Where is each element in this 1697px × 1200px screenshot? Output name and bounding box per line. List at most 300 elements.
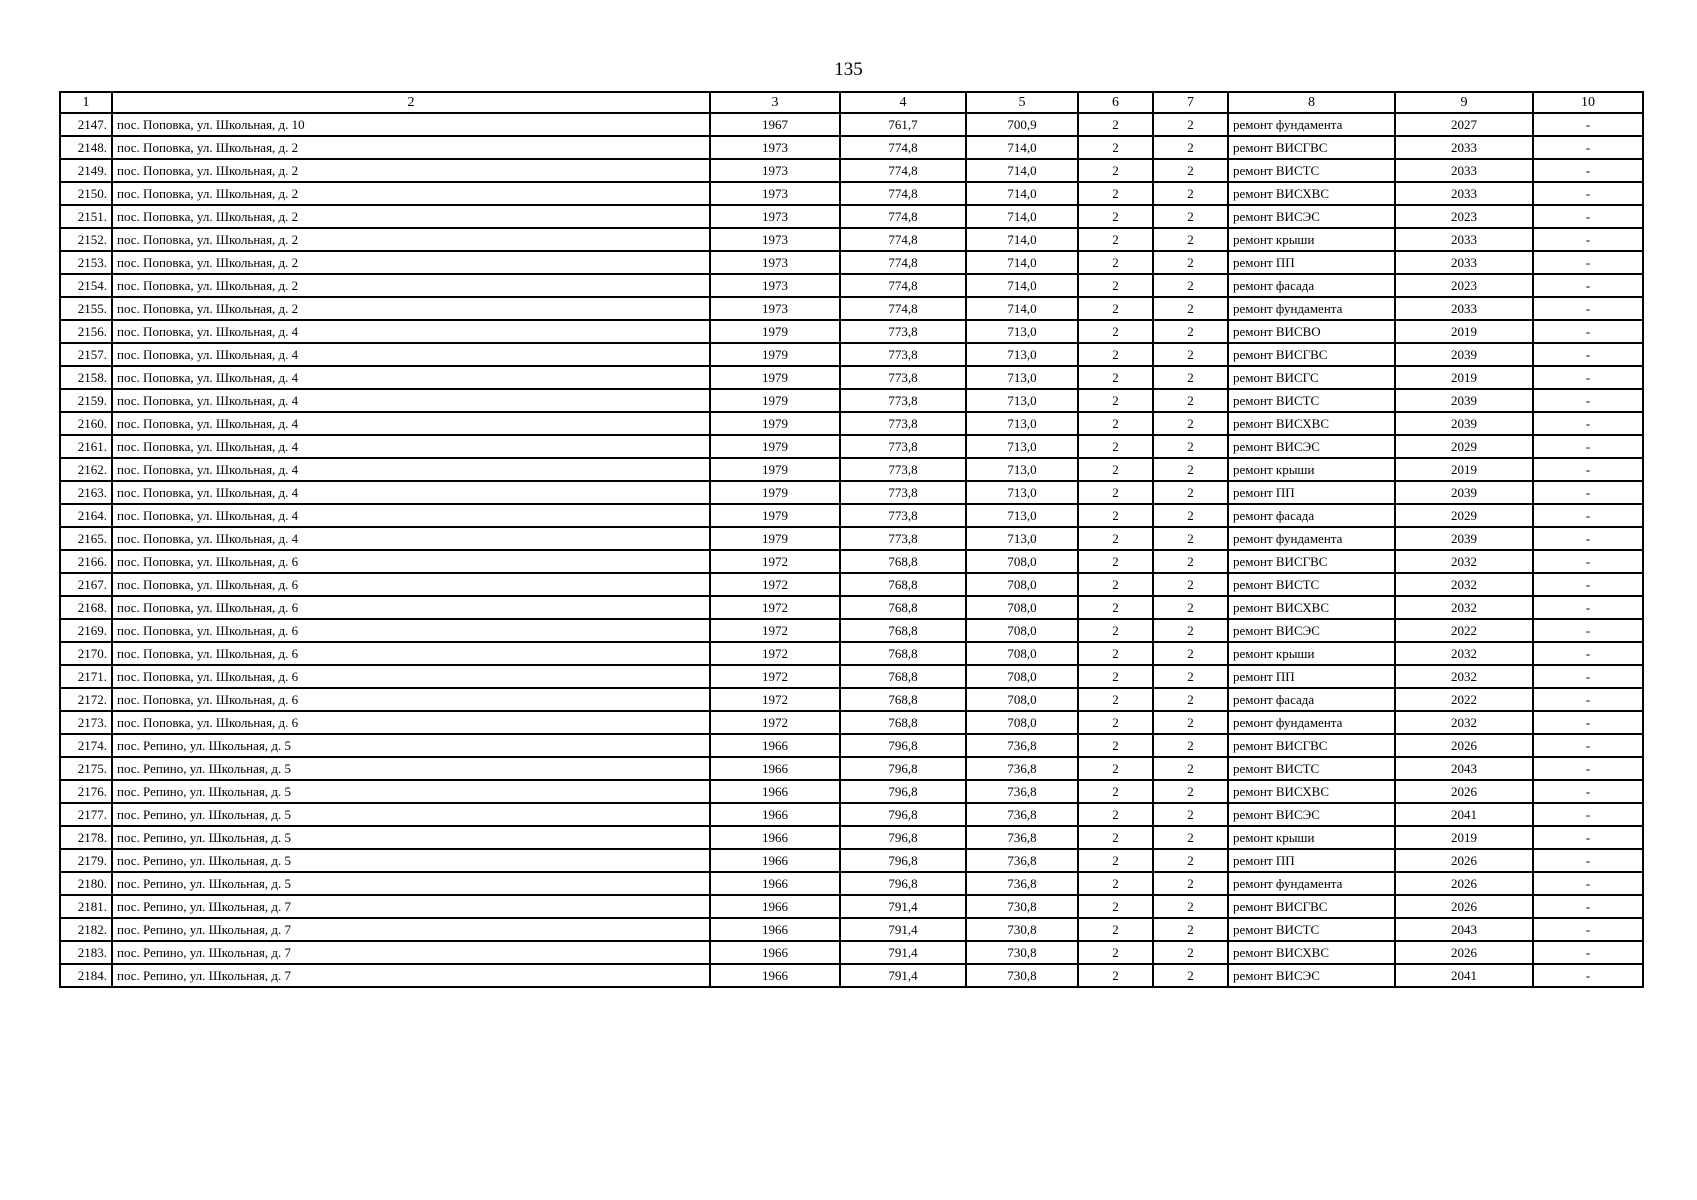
total-area-cell: 768,8 bbox=[840, 665, 966, 688]
note-cell: - bbox=[1533, 780, 1643, 803]
address-cell: пос. Поповка, ул. Школьная, д. 2 bbox=[112, 274, 710, 297]
planned-year-cell: 2039 bbox=[1395, 412, 1533, 435]
entrances-cell: 2 bbox=[1153, 527, 1228, 550]
table-row bbox=[60, 665, 1643, 688]
living-area-cell: 714,0 bbox=[966, 205, 1078, 228]
entrances-cell: 2 bbox=[1153, 619, 1228, 642]
work-type-cell: ремонт ВИСГС bbox=[1228, 366, 1395, 389]
entrances-cell: 2 bbox=[1153, 734, 1228, 757]
planned-year-cell: 2026 bbox=[1395, 895, 1533, 918]
work-type-cell: ремонт ВИСГВС bbox=[1228, 136, 1395, 159]
table-row bbox=[60, 642, 1643, 665]
address-cell: пос. Поповка, ул. Школьная, д. 6 bbox=[112, 688, 710, 711]
entrances-cell: 2 bbox=[1153, 297, 1228, 320]
table-row bbox=[60, 136, 1643, 159]
work-type-cell: ремонт ВИСВО bbox=[1228, 320, 1395, 343]
table-row bbox=[60, 297, 1643, 320]
planned-year-cell: 2019 bbox=[1395, 320, 1533, 343]
page-number: 135 bbox=[834, 59, 863, 80]
row-number-cell: 2156. bbox=[60, 320, 112, 343]
note-cell: - bbox=[1533, 389, 1643, 412]
address-cell: пос. Поповка, ул. Школьная, д. 2 bbox=[112, 136, 710, 159]
note-cell: - bbox=[1533, 573, 1643, 596]
entrances-cell: 2 bbox=[1153, 941, 1228, 964]
table-row bbox=[60, 872, 1643, 895]
work-type-cell: ремонт фундамента bbox=[1228, 711, 1395, 734]
build-year-cell: 1966 bbox=[710, 895, 840, 918]
work-type-cell: ремонт ПП bbox=[1228, 665, 1395, 688]
row-number-cell: 2159. bbox=[60, 389, 112, 412]
living-area-cell: 714,0 bbox=[966, 297, 1078, 320]
planned-year-cell: 2019 bbox=[1395, 458, 1533, 481]
living-area-cell: 736,8 bbox=[966, 872, 1078, 895]
living-area-cell: 736,8 bbox=[966, 757, 1078, 780]
note-cell: - bbox=[1533, 826, 1643, 849]
row-number-cell: 2167. bbox=[60, 573, 112, 596]
note-cell: - bbox=[1533, 458, 1643, 481]
table-row bbox=[60, 458, 1643, 481]
living-area-cell: 736,8 bbox=[966, 780, 1078, 803]
header-row bbox=[60, 92, 1643, 113]
note-cell: - bbox=[1533, 159, 1643, 182]
planned-year-cell: 2032 bbox=[1395, 711, 1533, 734]
total-area-cell: 774,8 bbox=[840, 205, 966, 228]
total-area-cell: 773,8 bbox=[840, 412, 966, 435]
row-number-cell: 2157. bbox=[60, 343, 112, 366]
row-number-cell: 2165. bbox=[60, 527, 112, 550]
build-year-cell: 1979 bbox=[710, 343, 840, 366]
floors-cell: 2 bbox=[1078, 665, 1153, 688]
entrances-cell: 2 bbox=[1153, 274, 1228, 297]
row-number-cell: 2158. bbox=[60, 366, 112, 389]
address-cell: пос. Поповка, ул. Школьная, д. 6 bbox=[112, 619, 710, 642]
build-year-cell: 1973 bbox=[710, 251, 840, 274]
build-year-cell: 1966 bbox=[710, 780, 840, 803]
floors-cell: 2 bbox=[1078, 573, 1153, 596]
entrances-cell: 2 bbox=[1153, 159, 1228, 182]
planned-year-cell: 2043 bbox=[1395, 918, 1533, 941]
planned-year-cell: 2029 bbox=[1395, 504, 1533, 527]
row-number-cell: 2171. bbox=[60, 665, 112, 688]
total-area-cell: 768,8 bbox=[840, 642, 966, 665]
living-area-cell: 730,8 bbox=[966, 941, 1078, 964]
table-row bbox=[60, 228, 1643, 251]
table-row bbox=[60, 573, 1643, 596]
table-row bbox=[60, 550, 1643, 573]
address-cell: пос. Поповка, ул. Школьная, д. 4 bbox=[112, 343, 710, 366]
living-area-cell: 708,0 bbox=[966, 711, 1078, 734]
work-type-cell: ремонт ВИСГВС bbox=[1228, 550, 1395, 573]
address-cell: пос. Поповка, ул. Школьная, д. 6 bbox=[112, 711, 710, 734]
table-row bbox=[60, 412, 1643, 435]
floors-cell: 2 bbox=[1078, 136, 1153, 159]
planned-year-cell: 2023 bbox=[1395, 274, 1533, 297]
table-body bbox=[60, 113, 1643, 987]
note-cell: - bbox=[1533, 182, 1643, 205]
work-type-cell: ремонт ВИСТС bbox=[1228, 757, 1395, 780]
floors-cell: 2 bbox=[1078, 550, 1153, 573]
entrances-cell: 2 bbox=[1153, 711, 1228, 734]
floors-cell: 2 bbox=[1078, 941, 1153, 964]
row-number-cell: 2180. bbox=[60, 872, 112, 895]
living-area-cell: 700,9 bbox=[966, 113, 1078, 136]
total-area-cell: 768,8 bbox=[840, 573, 966, 596]
planned-year-cell: 2039 bbox=[1395, 343, 1533, 366]
address-cell: пос. Поповка, ул. Школьная, д. 10 bbox=[112, 113, 710, 136]
total-area-cell: 768,8 bbox=[840, 619, 966, 642]
address-cell: пос. Репино, ул. Школьная, д. 7 bbox=[112, 941, 710, 964]
entrances-cell: 2 bbox=[1153, 688, 1228, 711]
address-cell: пос. Поповка, ул. Школьная, д. 2 bbox=[112, 182, 710, 205]
note-cell: - bbox=[1533, 642, 1643, 665]
entrances-cell: 2 bbox=[1153, 596, 1228, 619]
planned-year-cell: 2019 bbox=[1395, 366, 1533, 389]
living-area-cell: 713,0 bbox=[966, 389, 1078, 412]
total-area-cell: 796,8 bbox=[840, 826, 966, 849]
living-area-cell: 708,0 bbox=[966, 550, 1078, 573]
work-type-cell: ремонт фасада bbox=[1228, 504, 1395, 527]
table-row bbox=[60, 343, 1643, 366]
address-cell: пос. Поповка, ул. Школьная, д. 4 bbox=[112, 504, 710, 527]
note-cell: - bbox=[1533, 205, 1643, 228]
build-year-cell: 1972 bbox=[710, 619, 840, 642]
work-type-cell: ремонт крыши bbox=[1228, 826, 1395, 849]
build-year-cell: 1979 bbox=[710, 504, 840, 527]
work-type-cell: ремонт ВИСЭС bbox=[1228, 435, 1395, 458]
work-type-cell: ремонт крыши bbox=[1228, 228, 1395, 251]
entrances-cell: 2 bbox=[1153, 849, 1228, 872]
floors-cell: 2 bbox=[1078, 918, 1153, 941]
note-cell: - bbox=[1533, 688, 1643, 711]
floors-cell: 2 bbox=[1078, 205, 1153, 228]
row-number-cell: 2175. bbox=[60, 757, 112, 780]
address-cell: пос. Поповка, ул. Школьная, д. 4 bbox=[112, 366, 710, 389]
build-year-cell: 1972 bbox=[710, 573, 840, 596]
table-row bbox=[60, 274, 1643, 297]
note-cell: - bbox=[1533, 550, 1643, 573]
living-area-cell: 708,0 bbox=[966, 573, 1078, 596]
living-area-cell: 713,0 bbox=[966, 527, 1078, 550]
entrances-cell: 2 bbox=[1153, 504, 1228, 527]
total-area-cell: 796,8 bbox=[840, 734, 966, 757]
row-number-cell: 2164. bbox=[60, 504, 112, 527]
floors-cell: 2 bbox=[1078, 964, 1153, 987]
address-cell: пос. Поповка, ул. Школьная, д. 4 bbox=[112, 412, 710, 435]
address-cell: пос. Поповка, ул. Школьная, д. 4 bbox=[112, 481, 710, 504]
living-area-cell: 708,0 bbox=[966, 619, 1078, 642]
row-number-cell: 2179. bbox=[60, 849, 112, 872]
floors-cell: 2 bbox=[1078, 504, 1153, 527]
work-type-cell: ремонт ПП bbox=[1228, 849, 1395, 872]
planned-year-cell: 2041 bbox=[1395, 964, 1533, 987]
row-number-cell: 2178. bbox=[60, 826, 112, 849]
row-number-cell: 2151. bbox=[60, 205, 112, 228]
address-cell: пос. Поповка, ул. Школьная, д. 2 bbox=[112, 251, 710, 274]
build-year-cell: 1979 bbox=[710, 366, 840, 389]
build-year-cell: 1972 bbox=[710, 665, 840, 688]
planned-year-cell: 2033 bbox=[1395, 251, 1533, 274]
note-cell: - bbox=[1533, 964, 1643, 987]
total-area-cell: 768,8 bbox=[840, 596, 966, 619]
living-area-cell: 713,0 bbox=[966, 504, 1078, 527]
entrances-cell: 2 bbox=[1153, 389, 1228, 412]
living-area-cell: 730,8 bbox=[966, 918, 1078, 941]
floors-cell: 2 bbox=[1078, 734, 1153, 757]
address-cell: пос. Репино, ул. Школьная, д. 5 bbox=[112, 872, 710, 895]
table-row bbox=[60, 711, 1643, 734]
entrances-cell: 2 bbox=[1153, 205, 1228, 228]
table-row bbox=[60, 688, 1643, 711]
total-area-cell: 796,8 bbox=[840, 757, 966, 780]
work-type-cell: ремонт ВИСГВС bbox=[1228, 895, 1395, 918]
address-cell: пос. Поповка, ул. Школьная, д. 6 bbox=[112, 665, 710, 688]
note-cell: - bbox=[1533, 274, 1643, 297]
table-row bbox=[60, 757, 1643, 780]
entrances-cell: 2 bbox=[1153, 964, 1228, 987]
row-number-cell: 2169. bbox=[60, 619, 112, 642]
row-number-cell: 2184. bbox=[60, 964, 112, 987]
address-cell: пос. Репино, ул. Школьная, д. 7 bbox=[112, 895, 710, 918]
planned-year-cell: 2022 bbox=[1395, 619, 1533, 642]
entrances-cell: 2 bbox=[1153, 918, 1228, 941]
planned-year-cell: 2019 bbox=[1395, 826, 1533, 849]
note-cell: - bbox=[1533, 228, 1643, 251]
total-area-cell: 774,8 bbox=[840, 136, 966, 159]
floors-cell: 2 bbox=[1078, 320, 1153, 343]
entrances-cell: 2 bbox=[1153, 113, 1228, 136]
row-number-cell: 2160. bbox=[60, 412, 112, 435]
note-cell: - bbox=[1533, 527, 1643, 550]
note-cell: - bbox=[1533, 481, 1643, 504]
table-row bbox=[60, 205, 1643, 228]
address-cell: пос. Поповка, ул. Школьная, д. 6 bbox=[112, 596, 710, 619]
table-row bbox=[60, 780, 1643, 803]
floors-cell: 2 bbox=[1078, 757, 1153, 780]
floors-cell: 2 bbox=[1078, 228, 1153, 251]
address-cell: пос. Поповка, ул. Школьная, д. 4 bbox=[112, 389, 710, 412]
living-area-cell: 730,8 bbox=[966, 964, 1078, 987]
work-type-cell: ремонт ВИСГВС bbox=[1228, 343, 1395, 366]
build-year-cell: 1966 bbox=[710, 803, 840, 826]
planned-year-cell: 2043 bbox=[1395, 757, 1533, 780]
table-row bbox=[60, 826, 1643, 849]
table-row bbox=[60, 113, 1643, 136]
build-year-cell: 1972 bbox=[710, 550, 840, 573]
planned-year-cell: 2033 bbox=[1395, 182, 1533, 205]
total-area-cell: 773,8 bbox=[840, 320, 966, 343]
planned-year-cell: 2041 bbox=[1395, 803, 1533, 826]
note-cell: - bbox=[1533, 711, 1643, 734]
total-area-cell: 791,4 bbox=[840, 941, 966, 964]
note-cell: - bbox=[1533, 872, 1643, 895]
column-header-6: 6 bbox=[1078, 92, 1153, 113]
row-number-cell: 2150. bbox=[60, 182, 112, 205]
build-year-cell: 1972 bbox=[710, 596, 840, 619]
table-row bbox=[60, 734, 1643, 757]
note-cell: - bbox=[1533, 412, 1643, 435]
planned-year-cell: 2039 bbox=[1395, 389, 1533, 412]
note-cell: - bbox=[1533, 665, 1643, 688]
repair-schedule-table bbox=[59, 91, 1644, 988]
living-area-cell: 713,0 bbox=[966, 366, 1078, 389]
address-cell: пос. Поповка, ул. Школьная, д. 6 bbox=[112, 550, 710, 573]
build-year-cell: 1973 bbox=[710, 297, 840, 320]
total-area-cell: 791,4 bbox=[840, 964, 966, 987]
planned-year-cell: 2026 bbox=[1395, 872, 1533, 895]
column-header-9: 9 bbox=[1395, 92, 1533, 113]
floors-cell: 2 bbox=[1078, 435, 1153, 458]
floors-cell: 2 bbox=[1078, 803, 1153, 826]
living-area-cell: 714,0 bbox=[966, 159, 1078, 182]
table-row bbox=[60, 251, 1643, 274]
row-number-cell: 2153. bbox=[60, 251, 112, 274]
entrances-cell: 2 bbox=[1153, 642, 1228, 665]
row-number-cell: 2170. bbox=[60, 642, 112, 665]
row-number-cell: 2177. bbox=[60, 803, 112, 826]
entrances-cell: 2 bbox=[1153, 228, 1228, 251]
table-row bbox=[60, 596, 1643, 619]
row-number-cell: 2161. bbox=[60, 435, 112, 458]
total-area-cell: 774,8 bbox=[840, 251, 966, 274]
total-area-cell: 773,8 bbox=[840, 435, 966, 458]
note-cell: - bbox=[1533, 849, 1643, 872]
entrances-cell: 2 bbox=[1153, 435, 1228, 458]
build-year-cell: 1973 bbox=[710, 274, 840, 297]
work-type-cell: ремонт фундамента bbox=[1228, 527, 1395, 550]
row-number-cell: 2149. bbox=[60, 159, 112, 182]
address-cell: пос. Репино, ул. Школьная, д. 7 bbox=[112, 918, 710, 941]
build-year-cell: 1966 bbox=[710, 964, 840, 987]
living-area-cell: 714,0 bbox=[966, 251, 1078, 274]
total-area-cell: 773,8 bbox=[840, 343, 966, 366]
floors-cell: 2 bbox=[1078, 159, 1153, 182]
living-area-cell: 714,0 bbox=[966, 182, 1078, 205]
floors-cell: 2 bbox=[1078, 389, 1153, 412]
address-cell: пос. Поповка, ул. Школьная, д. 2 bbox=[112, 159, 710, 182]
note-cell: - bbox=[1533, 734, 1643, 757]
note-cell: - bbox=[1533, 918, 1643, 941]
row-number-cell: 2155. bbox=[60, 297, 112, 320]
floors-cell: 2 bbox=[1078, 251, 1153, 274]
floors-cell: 2 bbox=[1078, 297, 1153, 320]
address-cell: пос. Репино, ул. Школьная, д. 7 bbox=[112, 964, 710, 987]
row-number-cell: 2162. bbox=[60, 458, 112, 481]
work-type-cell: ремонт ВИСТС bbox=[1228, 573, 1395, 596]
work-type-cell: ремонт фундамента bbox=[1228, 113, 1395, 136]
planned-year-cell: 2032 bbox=[1395, 573, 1533, 596]
planned-year-cell: 2033 bbox=[1395, 228, 1533, 251]
planned-year-cell: 2039 bbox=[1395, 481, 1533, 504]
living-area-cell: 708,0 bbox=[966, 642, 1078, 665]
address-cell: пос. Репино, ул. Школьная, д. 5 bbox=[112, 849, 710, 872]
living-area-cell: 736,8 bbox=[966, 826, 1078, 849]
total-area-cell: 796,8 bbox=[840, 780, 966, 803]
table-row bbox=[60, 182, 1643, 205]
planned-year-cell: 2026 bbox=[1395, 941, 1533, 964]
note-cell: - bbox=[1533, 113, 1643, 136]
floors-cell: 2 bbox=[1078, 412, 1153, 435]
entrances-cell: 2 bbox=[1153, 826, 1228, 849]
entrances-cell: 2 bbox=[1153, 251, 1228, 274]
build-year-cell: 1979 bbox=[710, 481, 840, 504]
living-area-cell: 713,0 bbox=[966, 343, 1078, 366]
living-area-cell: 730,8 bbox=[966, 895, 1078, 918]
row-number-cell: 2182. bbox=[60, 918, 112, 941]
build-year-cell: 1966 bbox=[710, 757, 840, 780]
row-number-cell: 2172. bbox=[60, 688, 112, 711]
living-area-cell: 714,0 bbox=[966, 274, 1078, 297]
work-type-cell: ремонт ПП bbox=[1228, 481, 1395, 504]
floors-cell: 2 bbox=[1078, 527, 1153, 550]
entrances-cell: 2 bbox=[1153, 136, 1228, 159]
note-cell: - bbox=[1533, 941, 1643, 964]
floors-cell: 2 bbox=[1078, 711, 1153, 734]
work-type-cell: ремонт ВИСХВС bbox=[1228, 182, 1395, 205]
planned-year-cell: 2032 bbox=[1395, 642, 1533, 665]
note-cell: - bbox=[1533, 895, 1643, 918]
entrances-cell: 2 bbox=[1153, 343, 1228, 366]
work-type-cell: ремонт ВИСХВС bbox=[1228, 780, 1395, 803]
address-cell: пос. Репино, ул. Школьная, д. 5 bbox=[112, 826, 710, 849]
total-area-cell: 796,8 bbox=[840, 849, 966, 872]
build-year-cell: 1979 bbox=[710, 320, 840, 343]
note-cell: - bbox=[1533, 504, 1643, 527]
entrances-cell: 2 bbox=[1153, 412, 1228, 435]
living-area-cell: 708,0 bbox=[966, 665, 1078, 688]
table-row bbox=[60, 159, 1643, 182]
row-number-cell: 2154. bbox=[60, 274, 112, 297]
work-type-cell: ремонт фасада bbox=[1228, 274, 1395, 297]
entrances-cell: 2 bbox=[1153, 458, 1228, 481]
row-number-cell: 2173. bbox=[60, 711, 112, 734]
address-cell: пос. Поповка, ул. Школьная, д. 4 bbox=[112, 458, 710, 481]
work-type-cell: ремонт ВИСТС bbox=[1228, 389, 1395, 412]
build-year-cell: 1967 bbox=[710, 113, 840, 136]
address-cell: пос. Поповка, ул. Школьная, д. 6 bbox=[112, 573, 710, 596]
planned-year-cell: 2026 bbox=[1395, 780, 1533, 803]
floors-cell: 2 bbox=[1078, 343, 1153, 366]
row-number-cell: 2166. bbox=[60, 550, 112, 573]
living-area-cell: 713,0 bbox=[966, 458, 1078, 481]
address-cell: пос. Репино, ул. Школьная, д. 5 bbox=[112, 757, 710, 780]
total-area-cell: 773,8 bbox=[840, 458, 966, 481]
address-cell: пос. Поповка, ул. Школьная, д. 2 bbox=[112, 297, 710, 320]
floors-cell: 2 bbox=[1078, 274, 1153, 297]
row-number-cell: 2168. bbox=[60, 596, 112, 619]
row-number-cell: 2147. bbox=[60, 113, 112, 136]
entrances-cell: 2 bbox=[1153, 780, 1228, 803]
note-cell: - bbox=[1533, 435, 1643, 458]
planned-year-cell: 2033 bbox=[1395, 136, 1533, 159]
build-year-cell: 1966 bbox=[710, 872, 840, 895]
row-number-cell: 2176. bbox=[60, 780, 112, 803]
work-type-cell: ремонт ПП bbox=[1228, 251, 1395, 274]
planned-year-cell: 2032 bbox=[1395, 550, 1533, 573]
column-header-3: 3 bbox=[710, 92, 840, 113]
floors-cell: 2 bbox=[1078, 826, 1153, 849]
build-year-cell: 1972 bbox=[710, 711, 840, 734]
table-row bbox=[60, 389, 1643, 412]
column-header-7: 7 bbox=[1153, 92, 1228, 113]
floors-cell: 2 bbox=[1078, 182, 1153, 205]
floors-cell: 2 bbox=[1078, 642, 1153, 665]
entrances-cell: 2 bbox=[1153, 366, 1228, 389]
address-cell: пос. Репино, ул. Школьная, д. 5 bbox=[112, 780, 710, 803]
living-area-cell: 714,0 bbox=[966, 136, 1078, 159]
planned-year-cell: 2033 bbox=[1395, 297, 1533, 320]
build-year-cell: 1979 bbox=[710, 527, 840, 550]
row-number-cell: 2148. bbox=[60, 136, 112, 159]
